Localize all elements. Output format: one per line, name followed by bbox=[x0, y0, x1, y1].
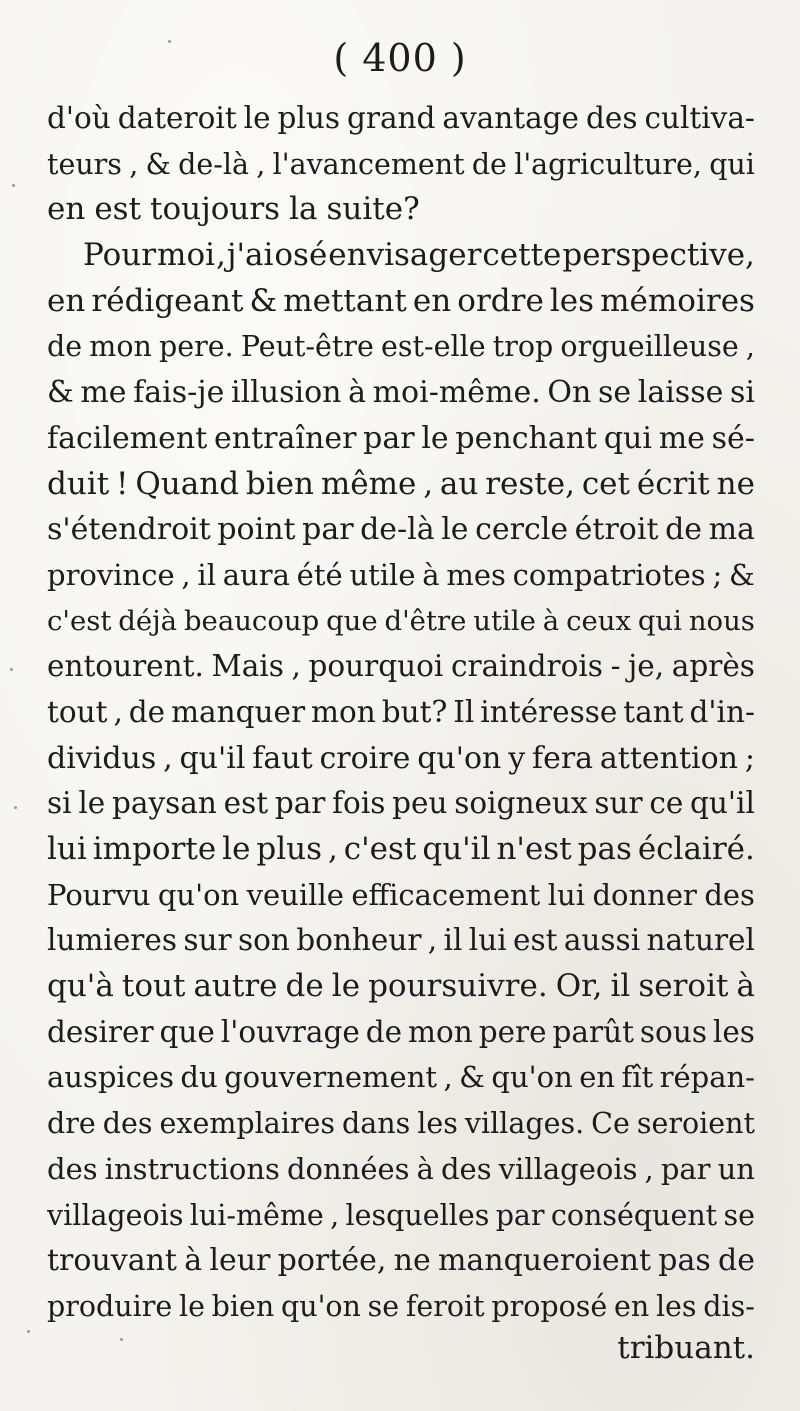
text-line: produire le bien qu'on se feroit proposé en les dis- bbox=[47, 1289, 755, 1323]
text-line: s'étendroit point par de-là le cercle étroit de ma bbox=[47, 512, 755, 548]
catchword: tribuant. bbox=[617, 1330, 755, 1366]
text-line: lui importe le plus , c'est qu'il n'est pas éclairé. bbox=[47, 831, 755, 867]
body-text bbox=[47, 96, 755, 1330]
text-line: entourent. Mais , pourquoi craindrois - je, après bbox=[47, 649, 755, 684]
print-speck bbox=[12, 184, 15, 187]
text-line: lumieres sur son bonheur , il lui est aussi naturel bbox=[47, 923, 755, 958]
text-line: dre des exemplaires dans les villages. Ce seroient bbox=[47, 1107, 755, 1141]
text-line: de mon pere. Peut-être est-elle trop orgueilleuse , bbox=[47, 330, 755, 364]
text-line: villageois lui-même , lesquelles par conséquent se bbox=[47, 1198, 755, 1232]
text-line: duit ! Quand bien même , au reste, cet écrit ne bbox=[47, 465, 755, 502]
text-line: facilement entraîner par le penchant qui me sé- bbox=[47, 420, 755, 456]
text-line: en rédigeant & mettant en ordre les mémoires bbox=[47, 282, 755, 319]
text-line: c'est déjà beaucoup que d'être utile à ceux qui nous bbox=[47, 604, 755, 637]
print-speck bbox=[10, 668, 13, 671]
page-number: ( 400 ) bbox=[333, 36, 467, 80]
print-speck bbox=[14, 806, 17, 809]
text-line: province , il aura été utile à mes compatriotes ; & bbox=[47, 557, 755, 592]
text-line: teurs , & de-là , l'avancement de l'agriculture, qui bbox=[47, 147, 755, 181]
print-speck bbox=[168, 40, 171, 43]
text-line: trouvant à leur portée, ne manqueroient pas de bbox=[47, 1243, 755, 1279]
text-line: d'où dateroit le plus grand avantage des cultiva- bbox=[47, 101, 755, 135]
text-line: Pour moi , j'ai osé envisager cette perspective, bbox=[83, 237, 755, 274]
print-speck bbox=[120, 1338, 123, 1341]
text-line: si le paysan est par fois peu soigneux sur ce qu'il bbox=[47, 786, 755, 821]
text-line: desirer que l'ouvrage de mon pere parût sous les bbox=[47, 1014, 755, 1049]
text-line: auspices du gouvernement , & qu'on en fît répan- bbox=[47, 1060, 755, 1095]
text-line: & me fais-je illusion à moi-même. On se laisse si bbox=[47, 375, 755, 411]
text-line: Pourvu qu'on veuille efficacement lui donner des bbox=[47, 877, 755, 912]
print-speck bbox=[27, 1330, 30, 1333]
text-line: en est toujours la suite? bbox=[47, 191, 420, 228]
text-line: tout , de manquer mon but? Il intéresse tant d'in- bbox=[47, 694, 755, 729]
text-line: dividus , qu'il faut croire qu'on y fera attention ; bbox=[47, 740, 755, 776]
text-line: des instructions données à des villageois , par un bbox=[47, 1151, 755, 1186]
text-line: qu'à tout autre de le poursuivre. Or, il seroit à bbox=[47, 968, 755, 1005]
